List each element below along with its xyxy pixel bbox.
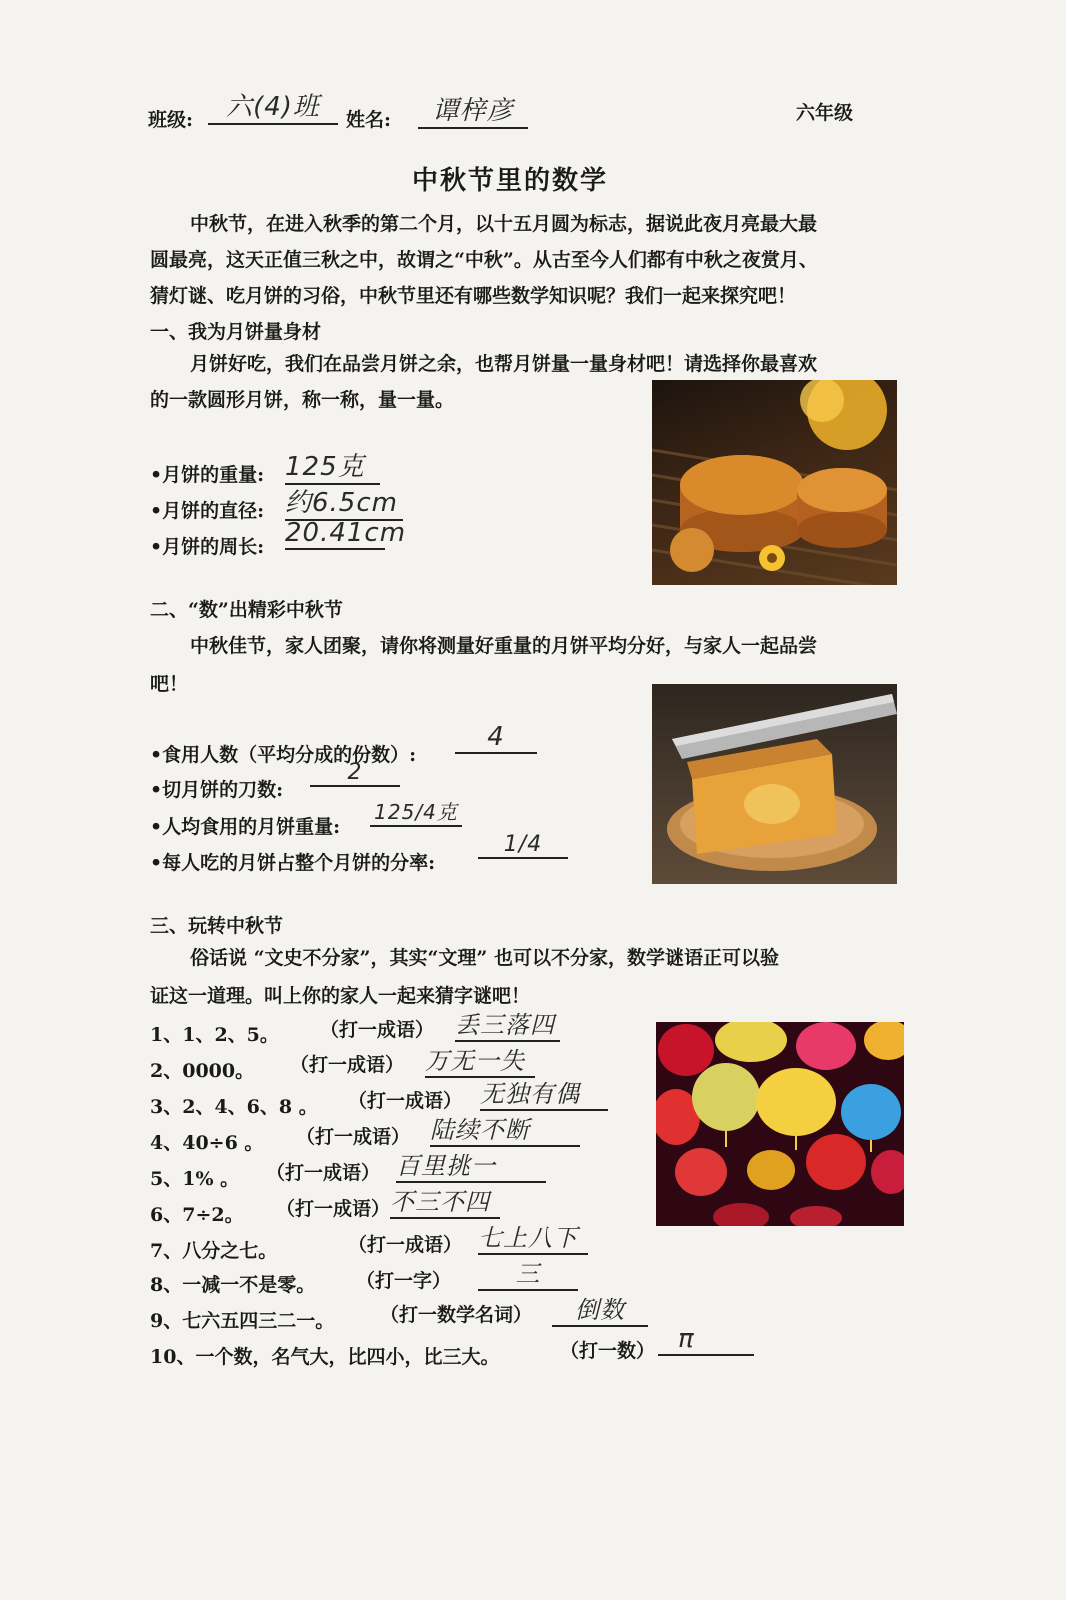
mooncake-illustration <box>652 380 897 585</box>
section2-desc-2: 吧！ <box>150 673 189 695</box>
grade-label: 六年级 <box>796 102 854 124</box>
section2-desc-1: 中秋佳节，家人团聚，请你将测量好重量的月饼平均分好，与家人一起品尝 <box>190 635 818 657</box>
cut-mooncake-photo <box>652 684 897 884</box>
mooncake-photo <box>652 380 897 585</box>
fraction-value: 1/4 <box>478 832 568 859</box>
riddle-5-question: 5、1% 。 <box>150 1168 240 1190</box>
riddle-7-answer: 七上八下 <box>478 1218 588 1255</box>
riddle-10-hint: （打一数） <box>560 1340 656 1362</box>
name-value: 谭梓彦 <box>418 90 528 129</box>
riddle-8-question: 8、一减一不是零。 <box>150 1274 316 1296</box>
diameter-label: •月饼的直径: <box>150 500 265 522</box>
lanterns-photo <box>656 1022 904 1226</box>
diameter-value: 约6.5cm <box>285 482 403 521</box>
section1-desc-2: 的一款圆形月饼，称一称，量一量。 <box>150 389 455 411</box>
name-label: 姓名: <box>346 109 392 131</box>
cut-mooncake-illustration <box>652 684 897 884</box>
riddle-10-question: 10、一个数，名气大，比四小，比三大。 <box>150 1346 500 1368</box>
people-label: •食用人数（平均分成的份数）: <box>150 744 417 766</box>
riddle-8-hint: （打一字） <box>356 1270 452 1292</box>
intro-line-1: 中秋节，在进入秋季的第二个月，以十五月圆为标志，据说此夜月亮最大最 <box>190 213 818 235</box>
page-title: 中秋节里的数学 <box>412 166 609 196</box>
riddle-9-question: 9、七六五四三二一。 <box>150 1310 335 1332</box>
riddle-2-question: 2、0000。 <box>150 1060 255 1082</box>
intro-line-3: 猜灯谜、吃月饼的习俗，中秋节里还有哪些数学知识呢？我们一起来探究吧！ <box>150 285 797 307</box>
class-value: 六(4)班 <box>208 86 338 125</box>
riddle-1-question: 1、1、2、5。 <box>150 1024 279 1046</box>
riddle-8-answer: 三 <box>478 1254 578 1291</box>
riddle-4-answer: 陆续不断 <box>430 1110 580 1147</box>
riddle-7-hint: （打一成语） <box>348 1234 463 1256</box>
riddle-4-question: 4、40÷6 。 <box>150 1132 264 1154</box>
cuts-label: •切月饼的刀数: <box>150 779 284 801</box>
riddle-5-answer: 百里挑一 <box>396 1146 546 1183</box>
perimeter-label: •月饼的周长: <box>150 536 265 558</box>
section3-desc-2: 证这一道理。叫上你的家人一起来猜字谜吧！ <box>150 985 531 1007</box>
per-weight-value: 125/4克 <box>370 796 462 827</box>
section1-heading: 一、我为月饼量身材 <box>150 321 322 343</box>
riddle-3-question: 3、2、4、6、8 。 <box>150 1096 318 1118</box>
weight-value: 125克 <box>285 446 380 485</box>
riddle-6-question: 6、7÷2。 <box>150 1204 244 1226</box>
riddle-5-hint: （打一成语） <box>266 1162 381 1184</box>
weight-label: •月饼的重量: <box>150 464 265 486</box>
riddle-1-hint: （打一成语） <box>320 1019 435 1041</box>
riddle-1-answer: 丢三落四 <box>455 1005 560 1042</box>
riddle-6-hint: （打一成语） <box>276 1198 391 1220</box>
class-label: 班级: <box>148 109 194 131</box>
section2-heading: 二、“数”出精彩中秋节 <box>150 599 343 621</box>
section1-desc-1: 月饼好吃，我们在品尝月饼之余，也帮月饼量一量身材吧！请选择你最喜欢 <box>190 353 818 375</box>
section3-desc-1: 俗话说 “文史不分家”，其实“文理” 也可以不分家，数学谜语正可以验 <box>190 947 779 969</box>
riddle-7-question: 7、八分之七。 <box>150 1240 278 1262</box>
riddle-4-hint: （打一成语） <box>296 1126 411 1148</box>
riddle-9-answer: 倒数 <box>552 1290 648 1327</box>
per-weight-label: •人均食用的月饼重量: <box>150 816 341 838</box>
fraction-label: •每人吃的月饼占整个月饼的分率: <box>150 852 436 874</box>
riddle-10-answer: π <box>658 1324 754 1356</box>
riddle-2-answer: 万无一失 <box>425 1041 535 1078</box>
riddle-3-answer: 无独有偶 <box>480 1074 608 1111</box>
people-value: 4 <box>455 722 537 754</box>
intro-line-2: 圆最亮，这天正值三秋之中，故谓之“中秋”。从古至今人们都有中秋之夜赏月、 <box>150 249 818 271</box>
cuts-value: 2 <box>310 760 400 787</box>
perimeter-value: 20.41cm <box>285 518 407 548</box>
riddle-6-answer: 不三不四 <box>390 1182 500 1219</box>
riddle-2-hint: （打一成语） <box>290 1054 405 1076</box>
lanterns-illustration <box>656 1022 904 1226</box>
section3-heading: 三、玩转中秋节 <box>150 915 284 937</box>
riddle-3-hint: （打一成语） <box>348 1090 463 1112</box>
riddle-9-hint: （打一数学名词） <box>380 1304 533 1326</box>
